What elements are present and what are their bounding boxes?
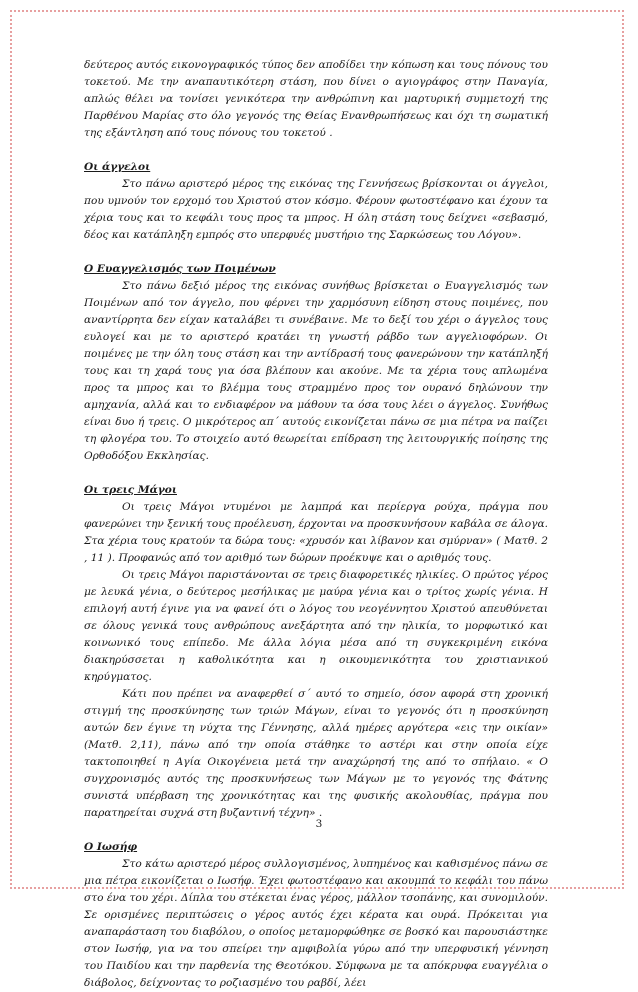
joseph-paragraph: Στο κάτω αριστερό μέρος συλλογισμένος, λυπημένος και καθισμένος πάνω σε μια πέτρα εικονίζεται ο Ιωσήφ. Έχει φωτοστέφανο και ακουμπά το κεφάλι του πάνω στο ένα του χέρι. Δίπλα του στέκεται ένας γέρος, μάλλον τσοπάνης, και συνομιλούν. Σε ορισμένες περιπτώσεις ο γέρος αυτός έχει κέρατα και ουρά. Πρόκειται για αναπαράσταση του διαβόλου, ο οποίος μεταμορφώθηκε σε βοσκό και παρουσιάστηκε στον Ιωσήφ, για να του σπείρει την αμφιβολία γύρω από την υπερφυσική γέννηση του Παιδίου και την παρθενία της Θεοτόκου. Σύμφωνα με τα απόκρυφα ευαγγέλια ο διάβολος, δείχνοντας το ροζιασμένο του ραβδί, λέει	[84, 858, 548, 989]
heading-joseph: Ο Ιωσήφ	[84, 841, 138, 853]
angels-paragraph: Στο πάνω αριστερό μέρος της εικόνας της Γεννήσεως βρίσκονται οι άγγελοι, που υμνούν τον ερχομό του Χριστού στον κόσμο. Φέρουν φωτοστέφανο και έχουν τα χέρια τους και το κεφάλι τους προς τα μπρος. Η όλη στάση τους δείχνει «σεβασμό, δέος και κατάπληξη εμπρός στο υπερφυές μυστήριο της Σαρκώσεως του Λόγου».	[84, 178, 548, 241]
shepherds-paragraph: Στο πάνω δεξιό μέρος της εικόνας συνήθως βρίσκεται ο Ευαγγελισμός των Ποιμένων από τον άγγελο, που φέρνει την χαρμόσυνη είδηση στους ποιμένες, που αναντίρρητα δεν είχαν καταλάβει τι συνέβαινε. Με το δεξί του χέρι ο άγγελος τους ευλογεί και με το αριστερό κρατάει τη γνωστή ράβδο των αγγελιοφόρων. Οι ποιμένες με την όλη τους στάση και την αντίδρασή τους φανερώνουν την κατάπληξή τους και τη χαρά τους για όσα βλέπουν και ακούνε. Με τα χέρια τους απλωμένα προς τα μπρος και το βλέμμα τους στραμμένο προς τον ουρανό δηλώνουν την αμηχανία, αλλά και το ενδιαφέρον να μάθουν τα όσα τους λέει ο άγγελος. Συνήθως είναι δυο ή τρεις. Ο μικρότερος απ΄ αυτούς εικονίζεται πάνω σε μια πέτρα να παίζει τη φλογέρα του. Το στοιχείο αυτό θεωρείται επίδραση της λειτουργικής ποίησης της Ορθοδόξου Εκκλησίας.	[84, 280, 548, 462]
document-body	[84, 57, 548, 992]
heading-angels: Οι άγγελοι	[84, 161, 151, 173]
page-number: 3	[315, 818, 323, 830]
intro-paragraph: δεύτερος αυτός εικονογραφικός τύπος δεν αποδίδει την κόπωση και τους πόνους του τοκετού. Με την αναπαυτικότερη στάση, που δίνει ο αγιογράφος στην Παναγία, απλώς θέλει να τονίσει γενικότερα την ανθρώπινη και μαρτυρική συμμετοχή της Παρθένου Μαρίας στο όλο γεγονός της Θείας Ενανθρωπήσεως και όχι τη σωματική της εξάντληση από τους πόνους του τοκετού .	[84, 59, 548, 139]
heading-shepherds: Ο Ευαγγελισμός των Ποιμένων	[84, 263, 276, 275]
heading-magi: Οι τρεις Μάγοι	[84, 484, 177, 496]
magi-paragraph-1: Οι τρεις Μάγοι ντυμένοι με λαμπρά και περίεργα ρούχα, πράγμα που φανερώνει την ξενική τους προέλευση, έρχονται να προσκυνήσουν καβάλα σε άλογα. Στα χέρια τους κρατούν τα δώρα τους: «χρυσόν και λίβανον και σμύρναν» ( Ματθ. 2 , 11 ). Προφανώς από τον αριθμό των δώρων προέκυψε και ο αριθμός τους.	[84, 501, 548, 564]
magi-paragraph-2: Οι τρεις Μάγοι παριστάνονται σε τρεις διαφορετικές ηλικίες. Ο πρώτος γέρος με λευκά γένια, ο δεύτερος μεσήλικας με μαύρα γένια και ο τρίτος χωρίς γένια. Η επιλογή αυτή έγινε για να φανεί ότι ο λόγος του νεογέννητου Χριστού απευθύνεται σε όλους γενικά τους ανθρώπους ανεξάρτητα από την ηλικία, το μορφωτικό και κοινωνικό τους επίπεδο. Με άλλα λόγια μέσα από τη συγκεκριμένη εικόνα διακηρύσσεται η καθολικότητα και η οικουμενικότητα του χριστιανικού κηρύγματος.	[84, 569, 548, 683]
magi-paragraph-3: Κάτι που πρέπει να αναφερθεί σ΄ αυτό το σημείο, όσον αφορά στη χρονική στιγμή της προσκύνησης των τριών Μάγων, είναι το γεγονός ότι η προσκύνηση αυτών δεν έγινε τη νύχτα της Γέννησης, αλλά ημέρες αργότερα «εις την οικίαν» (Ματθ. 2,11), πάνω από την οποία στάθηκε το αστέρι και στην οποία είχε τακτοποιηθεί η Αγία Οικογένεια μετά την αναχώρησή της από το σπήλαιο. « Ο συγχρονισμός αυτός της προσκυνήσεως των Μάγων με το γεγονός της Φάτνης συνιστά υπέρβαση της χρονικότητας και της φυσικής ακολουθίας, πράγμα που παρατηρείται συχνά στη βυζαντινή τέχνη» .	[84, 688, 548, 819]
